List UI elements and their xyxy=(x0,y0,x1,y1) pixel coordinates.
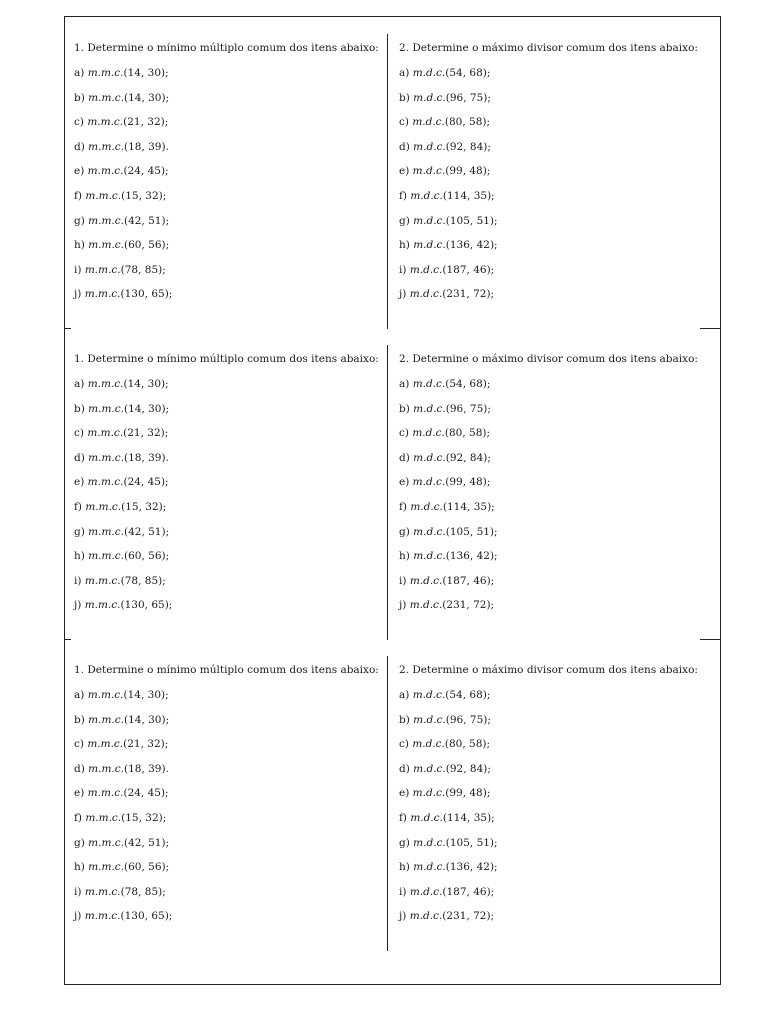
item-letter: c) xyxy=(399,738,409,751)
gcd-question-title: 2. Determine o máximo divisor comum dos itens abaixo: xyxy=(399,353,698,365)
item-arguments: (96, 75); xyxy=(445,91,491,104)
gcd-item xyxy=(399,860,498,874)
item-function: m.d.c. xyxy=(413,402,446,415)
item-arguments: (42, 51); xyxy=(123,525,170,538)
item-function: m.m.c. xyxy=(88,525,124,538)
item-letter: f) xyxy=(399,812,407,824)
lcm-item xyxy=(74,189,166,203)
item-letter: c) xyxy=(74,116,84,129)
gcd-item xyxy=(399,238,498,252)
column-divider xyxy=(387,34,388,329)
item-letter: j) xyxy=(74,599,82,612)
lcm-item xyxy=(74,263,166,277)
gcd-item xyxy=(399,377,490,391)
gcd-question-title: 2. Determine o máximo divisor comum dos itens abaixo: xyxy=(399,42,698,54)
item-arguments: (80, 58); xyxy=(444,738,491,751)
item-arguments: (136, 42); xyxy=(445,550,498,563)
item-function: m.d.c. xyxy=(409,288,443,301)
item-arguments: (80, 58); xyxy=(444,116,491,129)
item-function: m.d.c. xyxy=(413,550,446,563)
gcd-item xyxy=(399,598,494,612)
item-function: m.d.c. xyxy=(413,214,446,227)
item-arguments: (114, 35); xyxy=(442,501,495,513)
item-function: m.m.c. xyxy=(85,812,122,824)
item-arguments: (78, 85); xyxy=(120,263,166,276)
item-function: m.m.c. xyxy=(84,263,121,276)
column-divider xyxy=(387,656,388,951)
item-function: m.m.c. xyxy=(88,402,124,415)
item-letter: i) xyxy=(74,885,82,898)
item-function: m.d.c. xyxy=(413,239,446,252)
item-function: m.d.c. xyxy=(412,378,446,390)
worksheet-block-2 xyxy=(65,328,720,639)
item-arguments: (78, 85); xyxy=(120,574,166,587)
item-letter: e) xyxy=(74,476,85,489)
item-arguments: (99, 48); xyxy=(445,165,491,178)
lcm-item xyxy=(74,688,169,702)
item-arguments: (24, 45); xyxy=(123,787,169,800)
item-letter: g) xyxy=(399,214,410,227)
item-function: m.m.c. xyxy=(87,165,124,178)
gcd-item xyxy=(399,263,494,277)
item-letter: e) xyxy=(399,476,410,489)
item-letter: d) xyxy=(74,140,85,153)
item-arguments: (130, 65); xyxy=(120,599,173,612)
item-function: m.d.c. xyxy=(412,67,446,79)
lcm-item xyxy=(74,598,172,612)
item-arguments: (54, 68); xyxy=(445,67,491,79)
item-function: m.m.c. xyxy=(88,550,125,563)
gcd-item xyxy=(399,909,494,923)
item-letter: b) xyxy=(399,91,410,104)
lcm-question-title: 1. Determine o mínimo múltiplo comum dos itens abaixo: xyxy=(74,353,379,365)
gcd-item xyxy=(399,885,494,899)
item-function: m.m.c. xyxy=(84,288,121,301)
item-function: m.d.c. xyxy=(409,910,443,923)
item-letter: g) xyxy=(74,214,85,227)
item-letter: f) xyxy=(74,812,82,824)
lcm-item xyxy=(74,214,169,228)
gcd-item xyxy=(399,525,498,539)
gcd-item xyxy=(399,402,491,416)
item-function: m.m.c. xyxy=(84,885,121,898)
gcd-item xyxy=(399,66,490,80)
item-letter: d) xyxy=(399,762,410,775)
item-arguments: (80, 58); xyxy=(444,427,491,440)
lcm-item xyxy=(74,885,166,899)
item-letter: j) xyxy=(74,910,82,923)
item-function: m.d.c. xyxy=(409,574,443,587)
item-function: m.d.c. xyxy=(412,165,446,178)
gcd-item xyxy=(399,500,495,514)
item-function: m.d.c. xyxy=(413,451,446,464)
item-letter: i) xyxy=(74,574,82,587)
item-arguments: (60, 56); xyxy=(124,550,170,563)
item-function: m.m.c. xyxy=(88,239,125,252)
item-arguments: (187, 46); xyxy=(442,574,495,587)
item-letter: j) xyxy=(399,288,407,301)
gcd-item xyxy=(399,164,490,178)
item-function: m.m.c. xyxy=(87,689,124,701)
item-letter: f) xyxy=(74,501,82,513)
gcd-item xyxy=(399,287,494,301)
lcm-item xyxy=(74,115,168,129)
item-function: m.m.c. xyxy=(88,214,124,227)
item-arguments: (24, 45); xyxy=(123,476,169,489)
lcm-item xyxy=(74,140,169,154)
item-arguments: (21, 32); xyxy=(123,738,169,751)
item-function: m.d.c. xyxy=(412,787,446,800)
item-arguments: (187, 46); xyxy=(442,885,495,898)
lcm-item xyxy=(74,574,166,588)
item-letter: d) xyxy=(399,140,410,153)
item-letter: i) xyxy=(399,263,407,276)
item-letter: h) xyxy=(74,239,85,252)
item-function: m.d.c. xyxy=(413,91,446,104)
gcd-question-title: 2. Determine o máximo divisor comum dos itens abaixo: xyxy=(399,664,698,676)
item-letter: f) xyxy=(399,190,407,202)
item-letter: a) xyxy=(399,378,410,390)
item-function: m.d.c. xyxy=(409,599,443,612)
item-function: m.m.c. xyxy=(87,67,124,79)
item-function: m.m.c. xyxy=(87,476,124,489)
item-arguments: (15, 32); xyxy=(121,190,167,202)
gcd-item xyxy=(399,91,491,105)
lcm-item xyxy=(74,737,168,751)
item-arguments: (15, 32); xyxy=(121,812,167,824)
item-arguments: (14, 30); xyxy=(123,689,169,701)
item-function: m.d.c. xyxy=(409,885,443,898)
gcd-item xyxy=(399,836,498,850)
item-function: m.d.c. xyxy=(409,263,443,276)
item-letter: e) xyxy=(74,787,85,800)
item-arguments: (114, 35); xyxy=(442,812,495,824)
item-letter: a) xyxy=(399,689,410,701)
item-letter: b) xyxy=(399,713,410,726)
lcm-item xyxy=(74,836,169,850)
item-arguments: (92, 84); xyxy=(445,451,491,464)
lcm-item xyxy=(74,525,169,539)
item-letter: e) xyxy=(399,165,410,178)
item-arguments: (96, 75); xyxy=(445,402,491,415)
gcd-item xyxy=(399,762,491,776)
item-function: m.m.c. xyxy=(87,787,124,800)
lcm-item xyxy=(74,713,169,727)
lcm-item xyxy=(74,549,169,563)
item-letter: g) xyxy=(399,525,410,538)
item-function: m.d.c. xyxy=(413,836,446,849)
gcd-item xyxy=(399,713,491,727)
item-arguments: (136, 42); xyxy=(445,239,498,252)
gcd-item xyxy=(399,549,498,563)
item-arguments: (105, 51); xyxy=(445,214,498,227)
item-letter: a) xyxy=(399,67,410,79)
item-letter: g) xyxy=(74,836,85,849)
item-letter: b) xyxy=(74,91,85,104)
item-arguments: (231, 72); xyxy=(442,288,495,301)
item-arguments: (14, 30); xyxy=(123,67,169,79)
worksheet-page xyxy=(64,16,721,985)
lcm-item xyxy=(74,811,166,825)
item-function: m.m.c. xyxy=(88,140,124,153)
item-function: m.m.c. xyxy=(85,501,122,513)
item-function: m.m.c. xyxy=(88,713,124,726)
item-letter: i) xyxy=(399,574,407,587)
gcd-item xyxy=(399,140,491,154)
lcm-item xyxy=(74,238,169,252)
item-function: m.m.c. xyxy=(85,190,122,202)
lcm-item xyxy=(74,860,169,874)
item-arguments: (99, 48); xyxy=(445,787,491,800)
item-function: m.m.c. xyxy=(88,836,124,849)
item-letter: h) xyxy=(399,239,410,252)
cut-mark-left xyxy=(65,639,71,640)
lcm-question-title: 1. Determine o mínimo múltiplo comum dos itens abaixo: xyxy=(74,664,379,676)
lcm-item xyxy=(74,377,169,391)
lcm-item xyxy=(74,786,169,800)
item-arguments: (99, 48); xyxy=(445,476,491,489)
worksheet-block-1 xyxy=(65,17,720,328)
lcm-question-title: 1. Determine o mínimo múltiplo comum dos itens abaixo: xyxy=(74,42,379,54)
item-function: m.m.c. xyxy=(88,762,124,775)
item-function: m.m.c. xyxy=(88,91,124,104)
item-function: m.d.c. xyxy=(412,427,445,440)
item-function: m.d.c. xyxy=(413,525,446,538)
item-letter: b) xyxy=(74,713,85,726)
item-arguments: (18, 39). xyxy=(123,140,169,153)
lcm-item xyxy=(74,762,169,776)
item-function: m.d.c. xyxy=(413,861,446,874)
item-letter: i) xyxy=(399,885,407,898)
item-arguments: (14, 30); xyxy=(123,402,170,415)
item-function: m.d.c. xyxy=(410,501,443,513)
item-arguments: (130, 65); xyxy=(120,288,173,301)
item-letter: f) xyxy=(74,190,82,202)
item-arguments: (54, 68); xyxy=(445,689,491,701)
gcd-item xyxy=(399,115,490,129)
item-letter: h) xyxy=(74,861,85,874)
item-function: m.d.c. xyxy=(413,762,446,775)
item-arguments: (42, 51); xyxy=(123,836,170,849)
lcm-item xyxy=(74,475,169,489)
item-letter: d) xyxy=(399,451,410,464)
item-arguments: (130, 65); xyxy=(120,910,173,923)
gcd-item xyxy=(399,189,495,203)
item-letter: c) xyxy=(74,427,84,440)
item-function: m.m.c. xyxy=(87,116,124,129)
item-letter: h) xyxy=(399,861,410,874)
item-arguments: (96, 75); xyxy=(445,713,491,726)
lcm-item xyxy=(74,909,172,923)
item-arguments: (231, 72); xyxy=(442,910,495,923)
item-arguments: (60, 56); xyxy=(124,239,170,252)
item-letter: e) xyxy=(74,165,85,178)
item-arguments: (18, 39). xyxy=(123,451,169,464)
item-letter: b) xyxy=(74,402,85,415)
item-arguments: (18, 39). xyxy=(123,762,169,775)
item-arguments: (231, 72); xyxy=(442,599,495,612)
item-arguments: (105, 51); xyxy=(445,525,498,538)
item-arguments: (78, 85); xyxy=(120,885,166,898)
gcd-item xyxy=(399,737,490,751)
item-arguments: (42, 51); xyxy=(123,214,170,227)
item-arguments: (24, 45); xyxy=(123,165,169,178)
gcd-item xyxy=(399,214,498,228)
gcd-item xyxy=(399,688,490,702)
item-letter: a) xyxy=(74,689,85,701)
item-function: m.d.c. xyxy=(412,116,445,129)
lcm-item xyxy=(74,287,172,301)
item-function: m.d.c. xyxy=(412,689,446,701)
item-letter: c) xyxy=(399,116,409,129)
gcd-item xyxy=(399,574,494,588)
item-letter: j) xyxy=(74,288,82,301)
item-arguments: (60, 56); xyxy=(124,861,170,874)
item-function: m.m.c. xyxy=(84,599,121,612)
item-arguments: (187, 46); xyxy=(442,263,495,276)
lcm-item xyxy=(74,451,169,465)
item-function: m.m.c. xyxy=(84,574,121,587)
item-arguments: (92, 84); xyxy=(445,762,491,775)
gcd-item xyxy=(399,811,495,825)
item-letter: h) xyxy=(399,550,410,563)
item-function: m.d.c. xyxy=(412,476,446,489)
item-letter: b) xyxy=(399,402,410,415)
item-letter: a) xyxy=(74,378,85,390)
item-arguments: (21, 32); xyxy=(123,427,169,440)
worksheet-block-3 xyxy=(65,639,720,950)
cut-mark-left xyxy=(65,328,71,329)
lcm-item xyxy=(74,500,166,514)
item-letter: d) xyxy=(74,451,85,464)
item-letter: g) xyxy=(399,836,410,849)
item-arguments: (14, 30); xyxy=(123,91,170,104)
item-letter: i) xyxy=(74,263,82,276)
gcd-item xyxy=(399,426,490,440)
lcm-item xyxy=(74,426,168,440)
item-function: m.d.c. xyxy=(413,140,446,153)
item-arguments: (14, 30); xyxy=(123,378,169,390)
item-arguments: (21, 32); xyxy=(123,116,169,129)
column-divider xyxy=(387,345,388,640)
lcm-item xyxy=(74,91,169,105)
item-function: m.m.c. xyxy=(87,378,124,390)
item-function: m.d.c. xyxy=(413,713,446,726)
item-function: m.m.c. xyxy=(87,738,124,751)
item-function: m.m.c. xyxy=(84,910,121,923)
item-letter: j) xyxy=(399,910,407,923)
gcd-item xyxy=(399,786,490,800)
item-letter: g) xyxy=(74,525,85,538)
item-letter: d) xyxy=(74,762,85,775)
item-arguments: (114, 35); xyxy=(442,190,495,202)
item-function: m.d.c. xyxy=(412,738,445,751)
gcd-item xyxy=(399,475,490,489)
item-function: m.d.c. xyxy=(410,812,443,824)
item-arguments: (54, 68); xyxy=(445,378,491,390)
item-letter: h) xyxy=(74,550,85,563)
lcm-item xyxy=(74,164,169,178)
item-function: m.m.c. xyxy=(87,427,124,440)
item-letter: a) xyxy=(74,67,85,79)
item-arguments: (14, 30); xyxy=(123,713,170,726)
item-letter: c) xyxy=(74,738,84,751)
item-function: m.m.c. xyxy=(88,451,124,464)
item-letter: e) xyxy=(399,787,410,800)
item-arguments: (15, 32); xyxy=(121,501,167,513)
item-letter: f) xyxy=(399,501,407,513)
item-arguments: (105, 51); xyxy=(445,836,498,849)
item-function: m.d.c. xyxy=(410,190,443,202)
item-arguments: (136, 42); xyxy=(445,861,498,874)
item-arguments: (92, 84); xyxy=(445,140,491,153)
item-function: m.m.c. xyxy=(88,861,125,874)
item-letter: c) xyxy=(399,427,409,440)
cut-mark-right xyxy=(700,639,720,640)
item-letter: j) xyxy=(399,599,407,612)
lcm-item xyxy=(74,66,169,80)
cut-mark-right xyxy=(700,328,720,329)
gcd-item xyxy=(399,451,491,465)
lcm-item xyxy=(74,402,169,416)
